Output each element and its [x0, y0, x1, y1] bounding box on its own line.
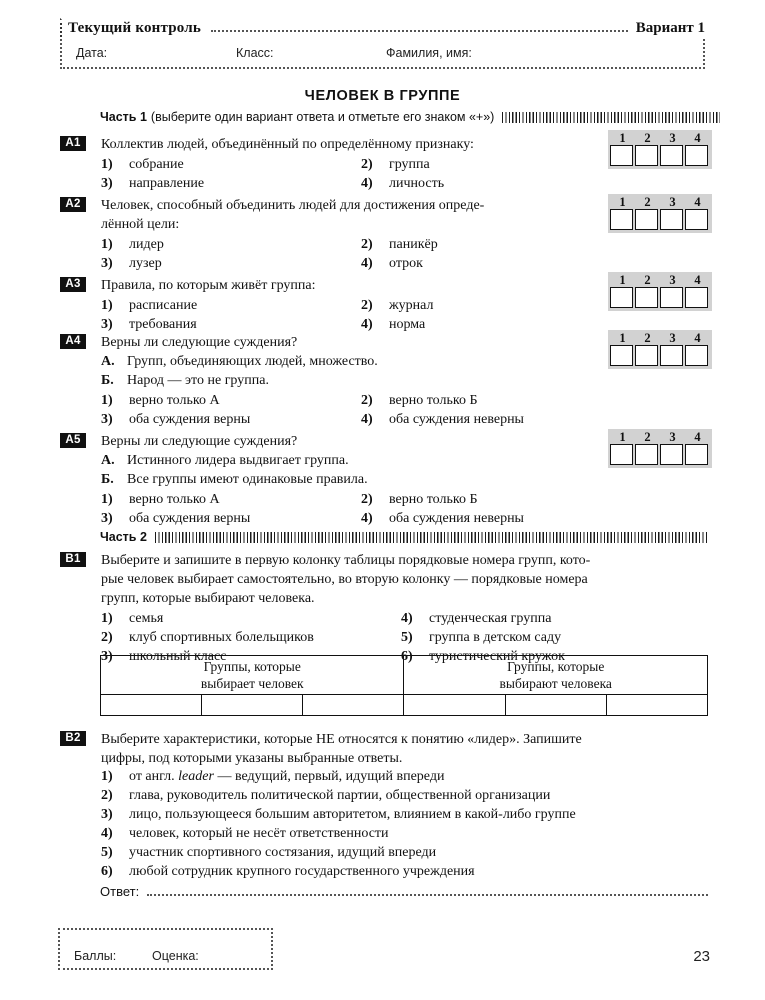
option-row — [101, 254, 710, 273]
question-stem-b2-line1: Выберите характеристики, которые НЕ относятся к понятию «лидер». Запишите — [101, 732, 582, 747]
answer-box-2[interactable] — [635, 287, 658, 308]
question-stem-b2-line2: цифры, под которыми указаны выбранные ответы. — [101, 751, 403, 766]
option-number: 2) — [101, 630, 113, 645]
answer-grid-boxes — [610, 345, 710, 366]
judgement-mark: Б. — [101, 373, 114, 388]
question-stem-a2-line2: лённой цели: — [101, 217, 180, 232]
option-text: оба суждения неверны — [389, 511, 524, 526]
header-title: Текущий контроль — [68, 20, 202, 36]
option-b2-5[interactable] — [101, 843, 436, 862]
answer-box-3[interactable] — [660, 444, 683, 465]
answer-col-3: 3 — [669, 430, 676, 444]
table-header-col1-line1: Группы, которые — [203, 659, 301, 674]
answer-col-2: 2 — [644, 131, 651, 145]
answer-dot-leader[interactable] — [147, 887, 708, 896]
question-badge-a2: A2 — [60, 197, 86, 212]
answer-box-1[interactable] — [610, 444, 633, 465]
option-text: оба суждения верны — [129, 412, 251, 427]
judgement-mark: А. — [101, 354, 115, 369]
option-b2-3[interactable] — [101, 805, 576, 824]
option-a5-4[interactable] — [361, 509, 621, 528]
class-field-label[interactable]: Класс: — [236, 46, 274, 60]
b2-options — [60, 767, 710, 881]
table-cell[interactable] — [303, 695, 404, 716]
option-text: студенческая группа — [429, 611, 552, 626]
answer-col-1: 1 — [619, 430, 626, 444]
answer-box-3[interactable] — [660, 345, 683, 366]
table-cell[interactable] — [606, 695, 707, 716]
judgement-mark: Б. — [101, 472, 114, 487]
option-a3-1[interactable] — [101, 296, 361, 315]
option-text: требования — [129, 317, 197, 332]
part1-note: (выберите один вариант ответа и отметьте его знаком «+») — [150, 110, 495, 124]
option-text: верно только Б — [389, 393, 478, 408]
option-text: отрок — [389, 256, 423, 271]
header-block — [60, 18, 705, 69]
judgement-a5-b — [101, 470, 710, 489]
answer-grid-headers — [610, 331, 710, 345]
answer-box-3[interactable] — [660, 209, 683, 230]
b1-answer-table — [100, 655, 708, 716]
option-text: группа в детском саду — [429, 630, 562, 645]
answer-col-1: 1 — [619, 273, 626, 287]
option-row — [101, 609, 710, 628]
answer-label: Ответ: — [100, 884, 140, 899]
question-stem-a2-line1: Человек, способный объединить людей для достижения опреде- — [101, 198, 485, 213]
option-a5-2[interactable] — [361, 490, 621, 509]
question-b1 — [60, 551, 710, 608]
option-a2-1[interactable] — [101, 235, 361, 254]
option-number: 1) — [101, 611, 113, 626]
option-text: любой сотрудник крупного государственного учреждения — [129, 864, 475, 879]
table-cell[interactable] — [505, 695, 606, 716]
option-text: человек, который не несёт ответственности — [129, 826, 389, 841]
option-number: 1) — [101, 237, 113, 252]
part2-label: Часть 2 — [100, 530, 147, 544]
option-a4-2[interactable] — [361, 391, 621, 410]
table-header-row — [101, 656, 708, 695]
judgement-text: Народ — это не группа. — [127, 373, 269, 388]
judgement-text: Все группы имеют одинаковые правила. — [127, 472, 368, 487]
option-number: 6) — [101, 864, 113, 879]
option-number: 3) — [101, 317, 113, 332]
option-number: 1) — [101, 492, 113, 507]
option-number: 4) — [361, 317, 373, 332]
options-a2 — [101, 235, 710, 273]
option-number: 3) — [101, 256, 113, 271]
variant-label: Вариант 1 — [635, 20, 705, 36]
grade-label[interactable]: Оценка: — [152, 949, 199, 963]
option-text-pre: от англ. — [129, 769, 179, 784]
option-number: 4) — [101, 826, 113, 841]
answer-grid-boxes — [610, 145, 710, 166]
option-text: верно только А — [129, 393, 220, 408]
name-field-label[interactable]: Фамилия, имя: — [386, 46, 472, 60]
header-dot-leader — [211, 22, 628, 32]
option-text: группа — [389, 157, 430, 172]
answer-col-2: 2 — [644, 331, 651, 345]
answer-grid-headers — [610, 195, 710, 209]
option-text: клуб спортивных болельщиков — [129, 630, 314, 645]
answer-box-1[interactable] — [610, 145, 633, 166]
answer-col-3: 3 — [669, 331, 676, 345]
answer-box-2[interactable] — [635, 444, 658, 465]
option-a4-1[interactable] — [101, 391, 361, 410]
option-b1-1[interactable] — [101, 609, 401, 628]
question-b2 — [60, 730, 710, 768]
option-text: глава, руководитель политической партии, общественной организации — [129, 788, 551, 803]
answer-grid-headers — [610, 273, 710, 287]
score-box — [58, 928, 273, 970]
option-text: личность — [389, 176, 445, 191]
option-text-italic: leader — [178, 769, 214, 784]
answer-grid-a1[interactable] — [608, 130, 712, 169]
option-a5-1[interactable] — [101, 490, 361, 509]
option-number: 4) — [361, 511, 373, 526]
table-header-col2-line1: Группы, которые — [507, 659, 605, 674]
option-number: 4) — [361, 412, 373, 427]
option-text: паникёр — [389, 237, 438, 252]
judgement-text: Групп, объединяющих людей, множество. — [127, 354, 378, 369]
score-label[interactable]: Баллы: — [74, 949, 117, 963]
option-text-post: — ведущий, первый, идущий впереди — [213, 769, 445, 784]
answer-col-4: 4 — [694, 331, 701, 345]
option-text: направление — [129, 176, 205, 191]
option-a5-3[interactable] — [101, 509, 361, 528]
table-header-col1-line2: выбирает человек — [200, 676, 304, 691]
table-header-col1 — [101, 656, 404, 695]
option-text: верно только Б — [389, 492, 478, 507]
answer-box-4[interactable] — [685, 444, 708, 465]
options-a4 — [101, 391, 710, 429]
answer-box-2[interactable] — [635, 145, 658, 166]
answer-grid-a2[interactable] — [608, 194, 712, 233]
option-text: лузер — [129, 256, 162, 271]
option-a1-2[interactable] — [361, 155, 621, 174]
options-a5 — [101, 490, 710, 528]
option-text: собрание — [129, 157, 184, 172]
option-number: 2) — [361, 157, 373, 172]
option-b2-4[interactable] — [101, 824, 389, 843]
answer-grid-a3[interactable] — [608, 272, 712, 311]
option-row — [101, 174, 710, 193]
answer-col-3: 3 — [669, 131, 676, 145]
part2-heading — [100, 530, 708, 544]
option-row — [101, 410, 710, 429]
option-number: 1) — [101, 393, 113, 408]
judgement-a4-b — [101, 371, 710, 390]
option-number: 3) — [101, 807, 113, 822]
option-number: 3) — [101, 176, 113, 191]
option-a3-2[interactable] — [361, 296, 621, 315]
option-number: 1) — [101, 298, 113, 313]
option-text: расписание — [129, 298, 198, 313]
option-a1-1[interactable] — [101, 155, 361, 174]
question-badge-a4: A4 — [60, 334, 86, 349]
answer-box-4[interactable] — [685, 145, 708, 166]
question-stem-b1-line1: Выберите и запишите в первую колонку таблицы порядковые номера групп, кото- — [101, 553, 591, 568]
answer-grid-headers — [610, 430, 710, 444]
option-row — [101, 490, 710, 509]
question-stem-a4: Верны ли следующие суждения? — [101, 335, 298, 350]
option-text: семья — [129, 611, 164, 626]
option-text: лидер — [129, 237, 164, 252]
option-b2-1[interactable] — [101, 767, 444, 786]
option-row — [101, 767, 710, 786]
answer-col-1: 1 — [619, 131, 626, 145]
option-number: 5) — [101, 845, 113, 860]
option-a4-4[interactable] — [361, 410, 621, 429]
table-cell[interactable] — [202, 695, 303, 716]
header-fields-row — [60, 39, 705, 69]
table-cell[interactable] — [101, 695, 202, 716]
answer-box-1[interactable] — [610, 287, 633, 308]
option-number: 6) — [401, 649, 413, 664]
answer-box-4[interactable] — [685, 287, 708, 308]
option-text — [129, 767, 444, 786]
question-stem-b1-line2: рые человек выбирает самостоятельно, во вторую колонку — порядковые номера — [101, 572, 588, 587]
option-text: оба суждения верны — [129, 511, 251, 526]
option-text: школьный класс — [129, 649, 227, 664]
question-stem-b1-line3: групп, которые выбирают человека. — [101, 591, 315, 606]
table-cell[interactable] — [404, 695, 505, 716]
option-number: 2) — [361, 237, 373, 252]
option-a2-4[interactable] — [361, 254, 621, 273]
option-text: оба суждения неверны — [389, 412, 524, 427]
answer-box-1[interactable] — [610, 345, 633, 366]
option-row — [101, 509, 710, 528]
table-row — [101, 695, 708, 716]
option-row — [101, 805, 710, 824]
option-number: 2) — [361, 492, 373, 507]
answer-box-4[interactable] — [685, 345, 708, 366]
answer-box-2[interactable] — [635, 209, 658, 230]
option-b2-6[interactable] — [101, 862, 475, 881]
option-number: 4) — [361, 256, 373, 271]
answer-col-3: 3 — [669, 273, 676, 287]
table-header-col2-line2: выбирают человека — [499, 676, 612, 691]
question-stem-a5: Верны ли следующие суждения? — [101, 434, 298, 449]
answer-grid-boxes — [610, 444, 710, 465]
option-text: журнал — [389, 298, 434, 313]
option-number: 3) — [101, 511, 113, 526]
answer-grid-a5[interactable] — [608, 429, 712, 468]
option-a3-3[interactable] — [101, 315, 361, 334]
option-a4-3[interactable] — [101, 410, 361, 429]
option-b1-4[interactable] — [401, 609, 701, 628]
option-text: верно только А — [129, 492, 220, 507]
option-number: 1) — [101, 157, 113, 172]
option-text: туристический кружок — [429, 649, 565, 664]
part1-label: Часть 1 — [100, 110, 147, 124]
option-b1-5[interactable] — [401, 628, 701, 647]
option-number: 5) — [401, 630, 413, 645]
question-badge-b2: B2 — [60, 731, 86, 746]
answer-col-2: 2 — [644, 430, 651, 444]
option-row — [101, 235, 710, 254]
header-title-row — [60, 18, 705, 37]
question-badge-a3: A3 — [60, 277, 86, 292]
answer-col-1: 1 — [619, 195, 626, 209]
option-row — [101, 843, 710, 862]
answer-grid-a4[interactable] — [608, 330, 712, 369]
option-row — [101, 824, 710, 843]
page-title: ЧЕЛОВЕК В ГРУППЕ — [304, 88, 461, 104]
question-badge-b1: B1 — [60, 552, 86, 567]
answer-box-2[interactable] — [635, 345, 658, 366]
answer-box-3[interactable] — [660, 145, 683, 166]
answer-box-4[interactable] — [685, 209, 708, 230]
answer-col-1: 1 — [619, 331, 626, 345]
option-a2-2[interactable] — [361, 235, 621, 254]
table-header-col2 — [404, 656, 708, 695]
hatch-rule-icon — [155, 532, 708, 543]
page-number: 23 — [693, 948, 710, 965]
answer-grid-headers — [610, 131, 710, 145]
answer-col-4: 4 — [694, 131, 701, 145]
option-a2-3[interactable] — [101, 254, 361, 273]
answer-col-3: 3 — [669, 195, 676, 209]
question-badge-a5: A5 — [60, 433, 86, 448]
answer-grid-boxes — [610, 209, 710, 230]
option-row — [101, 628, 710, 647]
option-text: участник спортивного состязания, идущий впереди — [129, 845, 437, 860]
option-number: 2) — [361, 393, 373, 408]
answer-col-2: 2 — [644, 195, 651, 209]
option-a1-3[interactable] — [101, 174, 361, 193]
judgement-mark: А. — [101, 453, 115, 468]
answer-box-3[interactable] — [660, 287, 683, 308]
option-number: 3) — [101, 649, 113, 664]
answer-col-4: 4 — [694, 273, 701, 287]
question-stem-a3: Правила, по которым живёт группа: — [101, 278, 316, 293]
option-row — [101, 391, 710, 410]
option-text: норма — [389, 317, 426, 332]
answer-grid-boxes — [610, 287, 710, 308]
option-row — [101, 862, 710, 881]
answer-col-4: 4 — [694, 195, 701, 209]
option-number: 4) — [401, 611, 413, 626]
option-number: 1) — [101, 769, 113, 784]
option-number: 4) — [361, 176, 373, 191]
answer-col-2: 2 — [644, 273, 651, 287]
judgement-text: Истинного лидера выдвигает группа. — [127, 453, 349, 468]
option-number: 2) — [361, 298, 373, 313]
answer-box-1[interactable] — [610, 209, 633, 230]
option-row — [101, 786, 710, 805]
hatch-rule-icon — [502, 112, 720, 123]
option-text: лицо, пользующееся большим авторитетом, влиянием в какой-либо группе — [129, 807, 576, 822]
option-b2-2[interactable] — [101, 786, 550, 805]
question-stem-a1: Коллектив людей, объединённый по определённому признаку: — [101, 137, 474, 152]
option-a3-4[interactable] — [361, 315, 621, 334]
option-number: 3) — [101, 412, 113, 427]
option-a1-4[interactable] — [361, 174, 621, 193]
option-number: 2) — [101, 788, 113, 803]
b2-answer-line[interactable] — [100, 884, 708, 899]
question-badge-a1: A1 — [60, 136, 86, 151]
option-b1-2[interactable] — [101, 628, 401, 647]
answer-col-4: 4 — [694, 430, 701, 444]
part1-heading — [100, 110, 720, 124]
date-field-label[interactable]: Дата: — [76, 46, 108, 60]
